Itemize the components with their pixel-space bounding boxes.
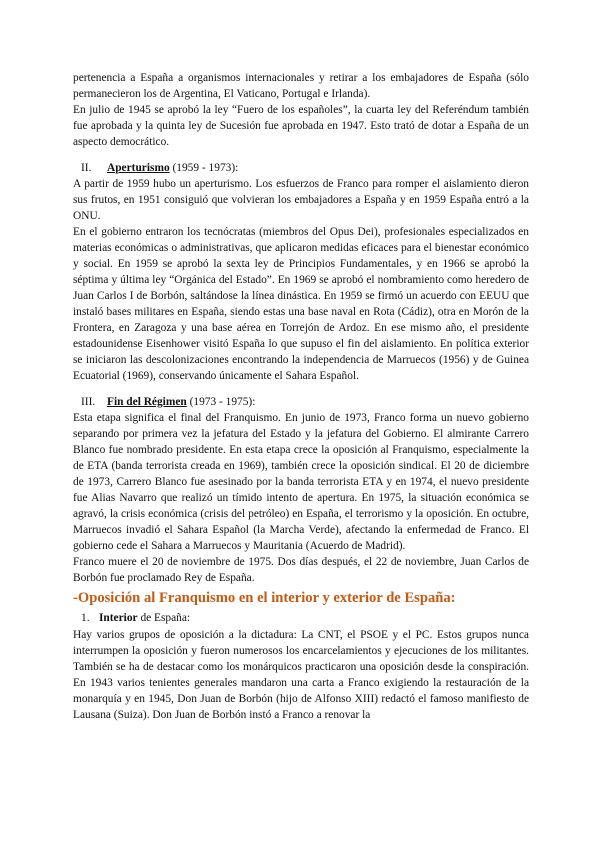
paragraph: A partir de 1959 hubo un aperturismo. Los esfuerzos de Franco para romper el aislamiento dieron sus frutos, en 1951 consiguió que volvieran los embajadores a España y en 1959 España entró a la ONU. <box>73 178 529 222</box>
paragraph: En julio de 1945 se aprobó la ley “Fuero de los españoles”, la cuarta ley del Referéndum también fue aprobada y la quinta ley de Sucesión fue aprobada en 1947. Esto trató de dotar a España de un aspecto democrático. <box>73 104 529 148</box>
section-dates: (1959 - 1973): <box>169 162 239 174</box>
section-heading-aperturismo <box>73 160 529 176</box>
paragraph: pertenencia a España a organismos internacionales y retirar a los embajadores de España (sólo permanecieron los de Argentina, El Vaticano, Portugal e Irlanda). <box>73 72 529 100</box>
section-title: Aperturismo <box>107 162 170 174</box>
section-dates: (1973 - 1975): <box>186 396 256 408</box>
subsection-title: Interior <box>99 612 138 624</box>
section-title: Fin del Régimen <box>107 396 187 408</box>
subsection-number: 1. <box>81 612 90 624</box>
paragraph: Hay varios grupos de oposición a la dictadura: La CNT, el PSOE y el PC. Estos grupos nunca interrumpen la oposición y fueron numerosos los encarcelamientos y ejecuciones de los militantes. También se ha de destacar como los monárquicos practicaron una oposición desde la conspiración. En 1943 varios tenientes generales mandaron una carta a Franco exigiendo la restauración de la monarquía y en 1945, Don Juan de Borbón (hijo de Alfonso XIII) redactó el famoso manifiesto de Lausana (Suiza). Don Juan de Borbón instó a Franco a renovar la <box>73 629 529 721</box>
subsection-title-rest: de España: <box>137 612 191 624</box>
section-number: III. <box>81 396 96 408</box>
section-heading-fin-del-regimen <box>73 394 529 410</box>
paragraph: Esta etapa significa el final del Franquismo. En junio de 1973, Franco forma un nuevo gobierno separando por primera vez la jefatura del Estado y la jefatura del Gobierno. El almirante Carrero Blanco fue nombrado presidente. En esta etapa crece la oposición al Franquismo, especialmente la de ETA (banda terrorista creada en 1969), también crece la oposición sindical. El 20 de diciembre de 1973, Carrero Blanco fue asesinado por la banda terrorista ETA y en 1974, el nuevo presidente fue Alias Navarro que realizó un tímido intento de apertura. En 1975, la situación económica se agravó, la crisis económica (crisis del petróleo) en España, el terrorismo y la oposición. En octubre, Marruecos invadió el Sahara Español (la Marcha Verde), afectando la enfermedad de Franco. El gobierno cede el Sahara a Marruecos y Mauritania (Acuerdo de Madrid). <box>73 412 529 552</box>
document-page <box>73 70 529 723</box>
oposicion-section-title: -Oposición al Franquismo en el interior y exterior de España: <box>73 590 456 606</box>
paragraph: Franco muere el 20 de noviembre de 1975. Dos días después, el 22 de noviembre, Juan Carlos de Borbón fue proclamado Rey de España. <box>73 556 529 584</box>
subsection-heading-interior <box>73 610 529 626</box>
section-number: II. <box>81 162 92 174</box>
paragraph: En el gobierno entraron los tecnócratas (miembros del Opus Dei), profesionales especializados en materias económicas o administrativas, que aplicaron medidas eficaces para el bienestar económico y social. En 1959 se aprobó la sexta ley de Principios Fundamentales, y en 1966 se aprobó la séptima y última ley “Orgánica del Estado”. En 1969 se aprobó el nombramiento como heredero de Juan Carlos I de Borbón, saltándose la línea dinástica. En 1959 se firmó un acuerdo con EEUU que instaló bases militares en España, siendo estas una base naval en Rota (Cádiz), otra en Morón de la Frontera, en Zaragoza y una base aérea en Torrejón de Ardoz. En ese mismo año, el presidente estadounidense Eisenhower visitó España lo que supuso el fin del aislamiento. En política exterior se iniciaron las descolonizaciones encontrando la independencia de Marruecos (1956) y de Guinea Ecuatorial (1969), conservando únicamente el Sahara Español. <box>73 226 529 382</box>
